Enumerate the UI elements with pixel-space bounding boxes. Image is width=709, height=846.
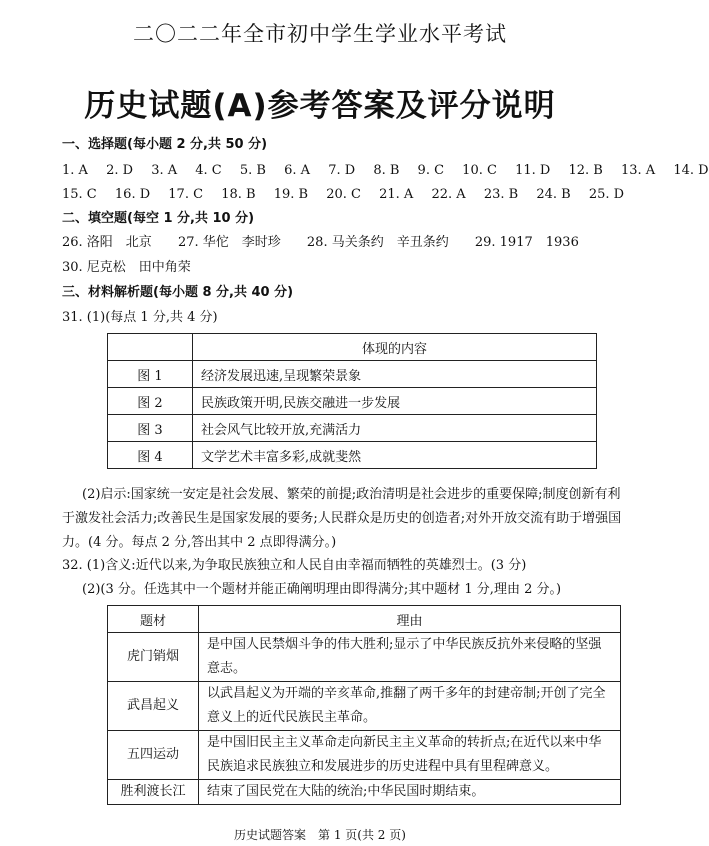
table-header-cell: 理由 [199, 606, 621, 633]
choice-answer: 6. A [284, 163, 311, 178]
table-q31 [107, 333, 597, 469]
exam-title: 二〇二二年全市初中学生学业水平考试 [133, 22, 507, 46]
table-row [108, 442, 597, 469]
table-row [108, 780, 621, 805]
fill-answer-30: 30. 尼克松 田中角荣 [62, 260, 191, 275]
table-cell-figure: 图 2 [108, 388, 193, 415]
table-header-row [108, 334, 597, 361]
choice-answer: 8. B [373, 163, 400, 178]
choice-answer: 13. A [620, 163, 656, 178]
choice-answer: 24. B [536, 187, 571, 202]
table-cell-topic: 胜利渡长江 [108, 780, 199, 805]
choice-answers-row2 [62, 186, 624, 204]
choice-answer: 19. B [273, 187, 309, 202]
table-row [108, 415, 597, 442]
choice-answer: 15. C [62, 187, 97, 202]
table-q32 [107, 605, 621, 805]
table-cell-figure: 图 3 [108, 415, 193, 442]
choice-answer: 9. C [417, 163, 445, 178]
table-row [108, 361, 597, 388]
table-cell-reason: 结束了国民党在大陆的统治;中华民国时期结束。 [199, 780, 621, 805]
choice-answer: 3. A [151, 163, 178, 178]
table-row [108, 633, 621, 682]
table-cell-reason: 是中国人民禁烟斗争的伟大胜利;显示了中华民族反抗外来侵略的坚强意志。 [199, 633, 621, 682]
section3-heading: 三、材料解析题(每小题 8 分,共 40 分) [62, 285, 294, 300]
q32-part1-text: 32. (1)含义:近代以来,为争取民族独立和人民自由幸福而牺牲的英雄烈士。(3 分) [62, 558, 527, 573]
choice-answer: 7. D [328, 163, 356, 178]
table-cell-reason: 以武昌起义为开端的辛亥革命,推翻了两千多年的封建帝制;开创了完全意义上的近代民族民主革命。 [199, 682, 621, 731]
choice-answer: 14. D [673, 163, 709, 178]
choice-answer: 5. B [239, 163, 266, 178]
table-cell-content: 文学艺术丰富多彩,成就斐然 [193, 442, 597, 469]
table-cell-content: 民族政策开明,民族交融进一步发展 [193, 388, 597, 415]
table-row [108, 682, 621, 731]
table-header-cell: 题材 [108, 606, 199, 633]
table-cell-content: 经济发展迅速,呈现繁荣景象 [193, 361, 597, 388]
table-cell-content: 社会风气比较开放,充满活力 [193, 415, 597, 442]
choice-answer: 12. B [568, 163, 603, 178]
choice-answer: 4. C [195, 163, 222, 178]
table-header-cell: 体现的内容 [193, 334, 597, 361]
table-header-row [108, 606, 621, 633]
fill-answer: 26. 洛阳 北京 [62, 235, 152, 250]
fill-answer: 27. 华佗 李时珍 [177, 235, 281, 250]
choice-answer: 11. D [515, 163, 551, 178]
page-footer: 历史试题答案 第 1 页(共 2 页) [234, 828, 406, 842]
table-row [108, 731, 621, 780]
choice-answer: 25. D [588, 187, 625, 202]
table-cell-reason: 是中国旧民主主义革命走向新民主主义革命的转折点;在近代以来中华民族追求民族独立和发展进步的历史进程中具有里程碑意义。 [199, 731, 621, 780]
choice-answer: 16. D [114, 187, 151, 202]
table-row [108, 388, 597, 415]
choice-answer: 18. B [221, 187, 256, 202]
table-cell-figure: 图 1 [108, 361, 193, 388]
fill-answer: 28. 马关条约 辛丑条约 [306, 235, 449, 250]
table-cell-topic: 武昌起义 [108, 682, 199, 731]
choice-answer: 2. D [106, 163, 134, 178]
table-header-cell [108, 334, 193, 361]
choice-answer: 20. C [326, 187, 361, 202]
choice-answer: 10. C [462, 163, 497, 178]
choice-answers-row1 [62, 162, 709, 180]
choice-answer: 22. A [431, 187, 466, 202]
q32-part2-text: (2)(3 分。任选其中一个题材并能正确阐明理由即得满分;其中题材 1 分,理由 2 分。) [82, 582, 562, 597]
choice-answer: 1. A [62, 163, 88, 178]
choice-answer: 17. C [168, 187, 204, 202]
q31-part1-label: 31. (1)(每点 1 分,共 4 分) [62, 310, 218, 325]
main-title: 历史试题(A)参考答案及评分说明 [84, 88, 556, 124]
fill-answers-row1 [62, 234, 579, 252]
table-cell-topic: 五四运动 [108, 731, 199, 780]
choice-answer: 23. B [483, 187, 519, 202]
choice-answer: 21. A [379, 187, 414, 202]
table-cell-figure: 图 4 [108, 442, 193, 469]
fill-answer: 29. 1917 1936 [474, 235, 579, 250]
section2-heading: 二、填空题(每空 1 分,共 10 分) [62, 211, 255, 226]
section1-heading: 一、选择题(每小题 2 分,共 50 分) [62, 137, 268, 152]
table-cell-topic: 虎门销烟 [108, 633, 199, 682]
q31-part2-text: (2)启示:国家统一安定是社会发展、繁荣的前提;政治清明是社会进步的重要保障;制度创新有利于激发社会活力;改善民生是国家发展的要务;人民群众是历史的创造者;对外开放交流有助于增强国力。(4 分。每点 2 分,答出其中 2 点即得满分。) [62, 487, 622, 550]
